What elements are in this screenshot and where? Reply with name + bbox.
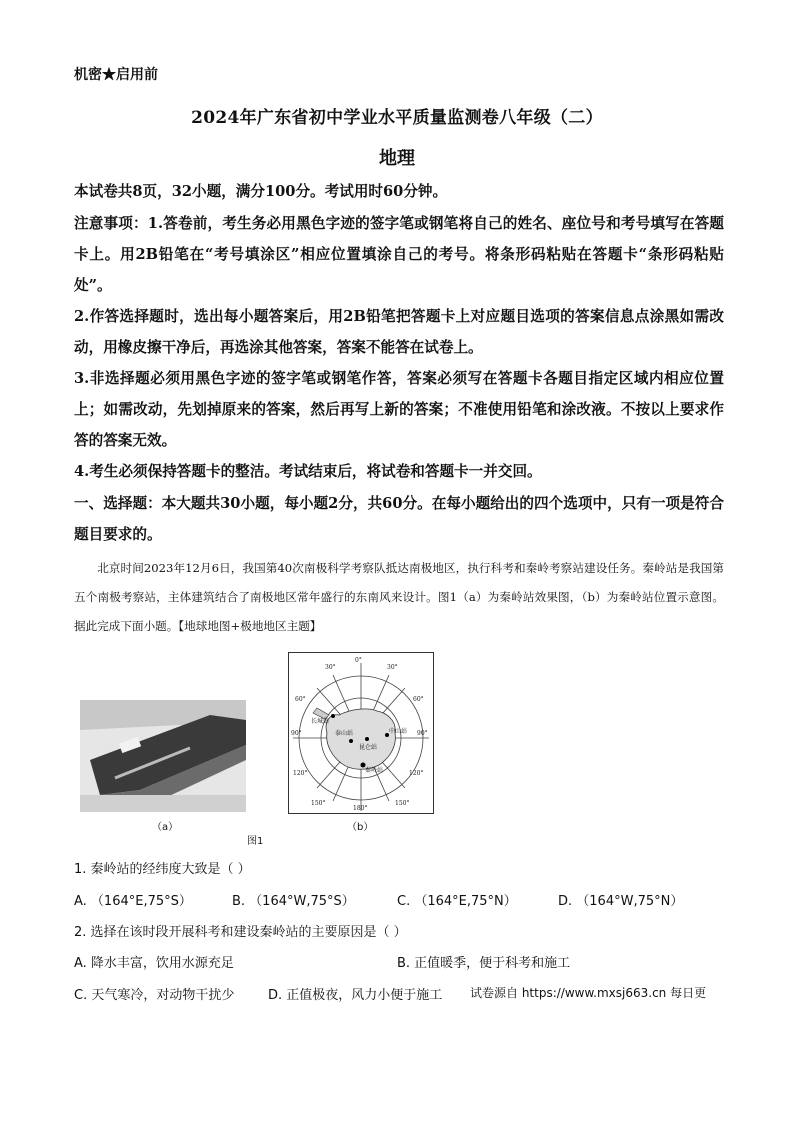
label-lon-60w: 60° <box>295 696 306 703</box>
section-heading: 一、选择题：本大题共30小题，每小题2分，共60分。在每小题给出的四个选项中，只有一项是符合题目要求的。 <box>74 495 724 543</box>
label-qinling-station: 秦岭站 <box>365 767 384 774</box>
label-lon-180: 180° <box>353 805 368 812</box>
label-taishan-station: 泰山站 <box>335 730 354 737</box>
notice-item-1: 注意事项：1.答卷前，考生务必用黑色字迹的签字笔或钢笔将自己的姓名、座位号和考号填写在答题卡上。用2B铅笔在“考号填涂区”相应位置填涂自己的考号。将条形码粘贴在答题卡“条形码粘贴处”。 <box>74 215 724 294</box>
label-lon-90w: 90° <box>291 730 302 737</box>
exam-summary: 本试卷共8页，32小题，满分100分。考试用时60分钟。 <box>74 183 448 200</box>
label-kunlun-station: 昆仑站 <box>359 744 378 751</box>
label-lon-30w: 30° <box>325 664 336 671</box>
figure-a-caption: （a） <box>152 822 179 833</box>
exam-title: 2024年广东省初中学业水平质量监测卷八年级（二） <box>191 108 603 128</box>
question-2-option-d: D. 正值极夜，风力小便于施工 <box>268 988 443 1003</box>
question-2-stem: 2. 选择在该时段开展科考和建设秦岭站的主要原因是（ ） <box>74 925 407 940</box>
question-2-option-c: C. 天气寒冷，对动物干扰少 <box>74 988 235 1003</box>
antarctica-location-map <box>288 652 434 814</box>
figure-caption: 图1 <box>247 836 264 847</box>
question-2-option-a: A. 降水丰富，饮用水源充足 <box>74 956 234 971</box>
label-lon-60e: 60° <box>413 696 424 703</box>
reading-passage: 北京时间2023年12月6日，我国第40次南极科学考察队抵达南极地区，执行科考和秦岭考察站建设任务。秦岭站是我国第五个南极考察站，主体建筑结合了南极地区常年盛行的东南风来设计。图1（a）为秦岭站效果图，（b）为秦岭站位置示意图。据此完成下面小题。【地球地图+极地地区主题】 <box>74 561 724 633</box>
source-watermark: 试卷源自 https://www.mxsj663.cn 每日更 <box>470 986 707 1000</box>
label-lon-120e: 120° <box>409 770 424 777</box>
label-lon-150w: 150° <box>311 800 326 807</box>
map-svg <box>289 653 433 813</box>
label-zhongshan-station: 中山站 <box>389 728 408 735</box>
label-lon-90e: 90° <box>417 730 428 737</box>
station-rendering-image <box>80 700 246 812</box>
subject-title: 地理 <box>379 148 415 169</box>
label-lon-120w: 120° <box>293 770 308 777</box>
question-1-stem: 1. 秦岭站的经纬度大致是（ ） <box>74 862 251 877</box>
notice-block <box>74 208 724 487</box>
question-1-option-d: D. （164°W,75°N） <box>558 894 684 909</box>
notice-item-2: 2.作答选择题时，选出每小题答案后，用2B铅笔把答题卡上对应题目选项的答案信息点涂黑如需改动，用橡皮擦干净后，再选涂其他答案，答案不能答在试卷上。 <box>74 308 724 356</box>
secret-mark: 机密★启用前 <box>74 67 158 83</box>
label-great-wall-station: 长城站 <box>311 718 330 725</box>
question-1-option-b: B. （164°W,75°S） <box>232 894 355 909</box>
figure-b-caption: （b） <box>347 822 374 833</box>
notice-item-3: 3.非选择题必须用黑色字迹的签字笔或钢笔作答，答案必须写在答题卡各题目指定区域内相应位置上；如需改动，先划掉原来的答案，然后再写上新的答案；不准使用铅笔和涂改液。不按以上要求作答的答案无效。 <box>74 370 724 449</box>
label-lon-150e: 150° <box>395 800 410 807</box>
question-1-option-a: A. （164°E,75°S） <box>74 894 192 909</box>
question-2-option-b: B. 正值暖季，便于科考和施工 <box>397 956 571 971</box>
notice-item-4: 4.考生必须保持答题卡的整洁。考试结束后，将试卷和答题卡一并交回。 <box>74 463 542 480</box>
label-lon-0: 0° <box>355 657 362 664</box>
question-1-option-c: C. （164°E,75°N） <box>397 894 517 909</box>
label-lon-30e: 30° <box>387 664 398 671</box>
